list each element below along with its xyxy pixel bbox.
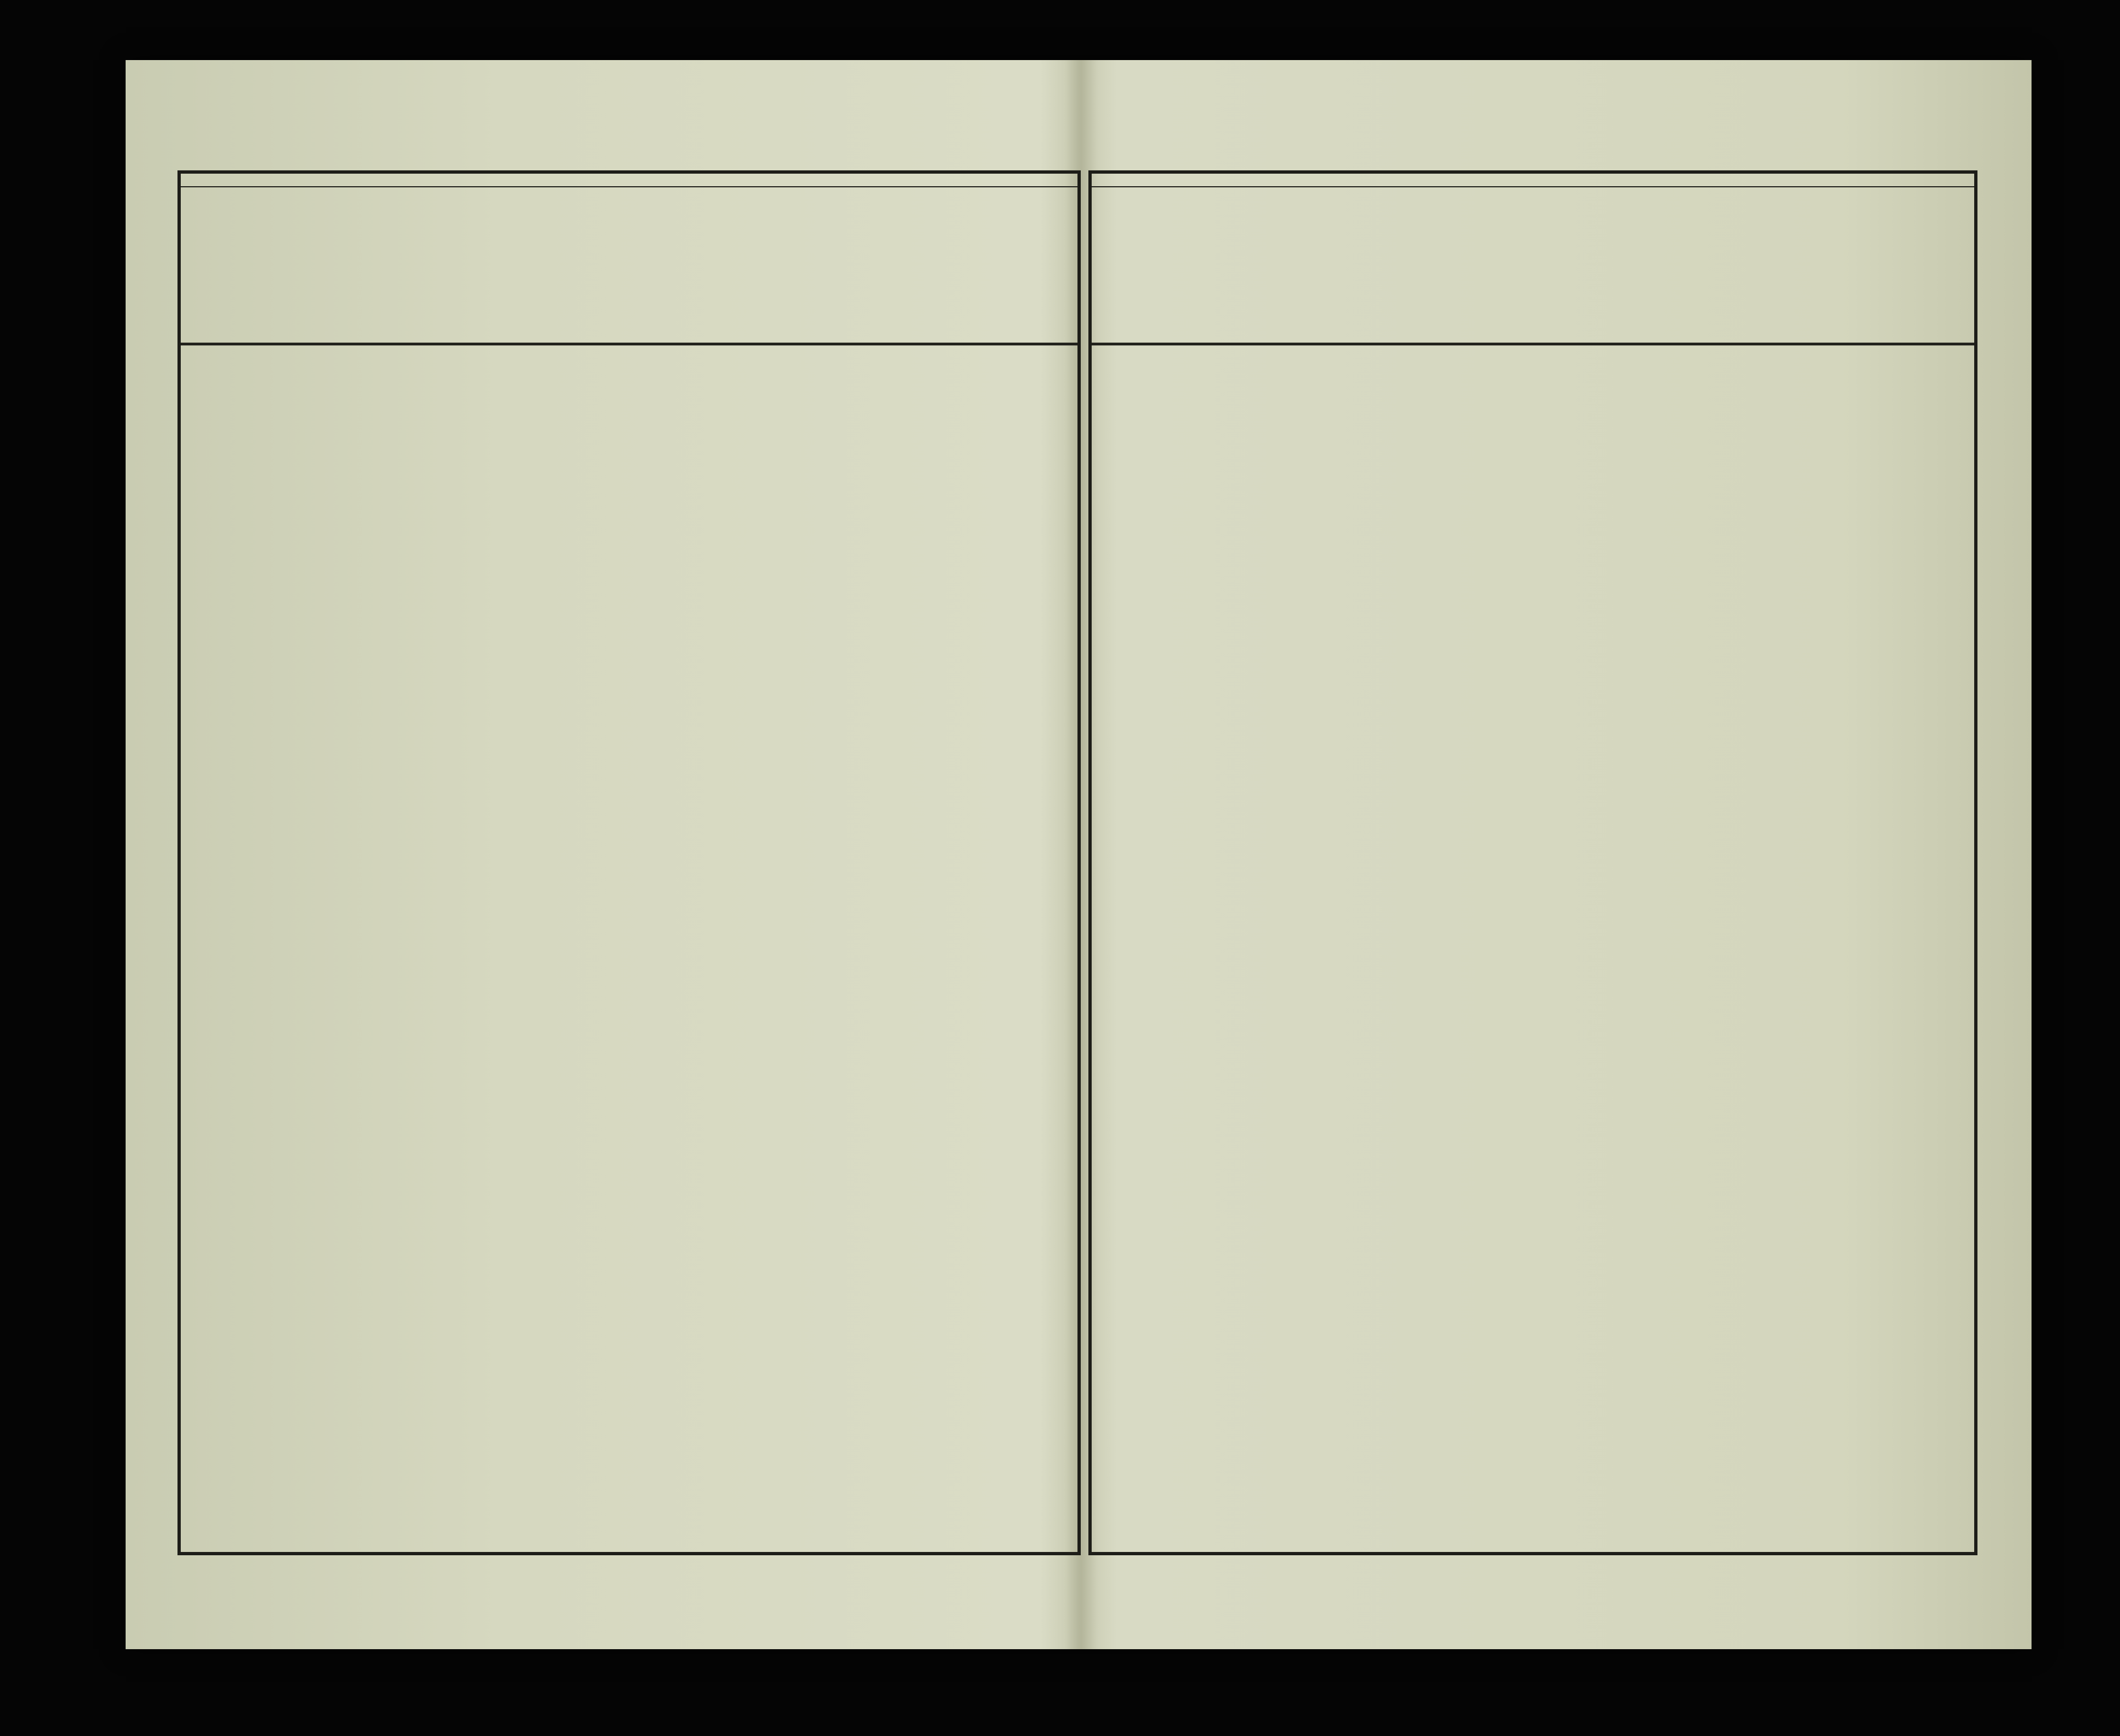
census-sheet [126, 60, 2032, 1649]
page-fold [1065, 60, 1098, 1649]
